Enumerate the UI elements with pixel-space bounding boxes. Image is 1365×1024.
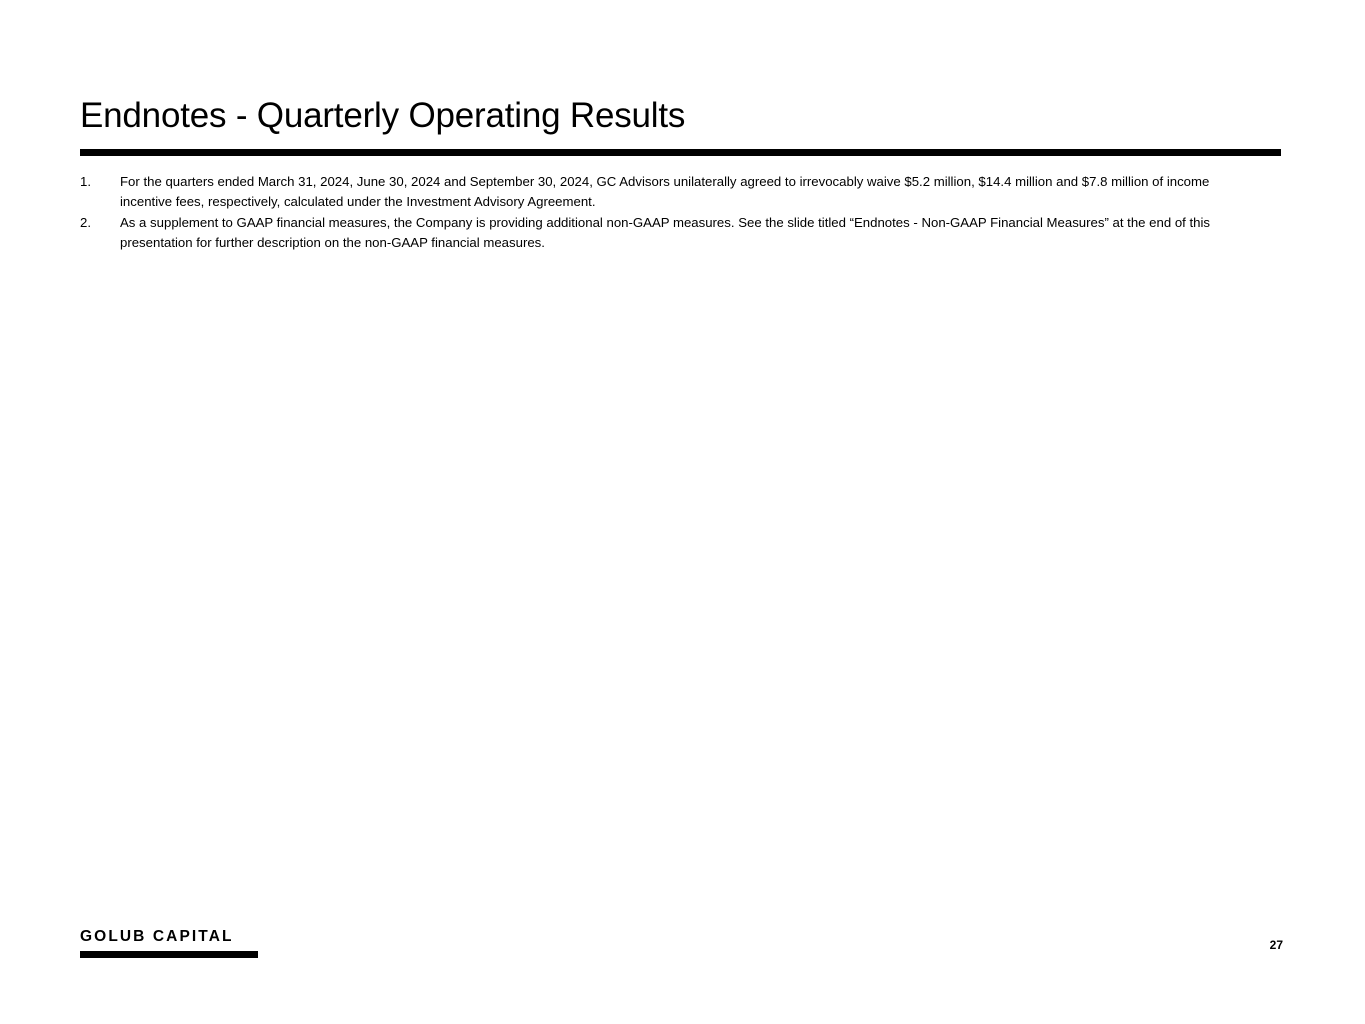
endnotes-list [80,172,1280,254]
endnote-text: For the quarters ended March 31, 2024, June 30, 2024 and September 30, 2024, GC Advisors unilaterally agreed to irrevocably waive $5.2 million, $14.4 million and $7.8 million of income incentive fees, respectively, calculated under the Investment Advisory Agreement. [120,174,1210,209]
page-number: 27 [1269,938,1283,952]
title-divider [80,149,1281,156]
logo-wordmark: GOLUB CAPITAL [80,927,234,945]
logo-underline-bar [80,951,258,958]
list-item [80,213,1280,253]
endnote-number: 2. [80,215,91,230]
page-title: Endnotes - Quarterly Operating Results [80,96,686,135]
endnote-text: As a supplement to GAAP financial measures, the Company is providing additional non-GAAP measures. See the slide titled “Endnotes - Non-GAAP Financial Measures” at the end of this presentation for further description on the non-GAAP financial measures. [120,215,1211,250]
company-logo [80,929,260,959]
endnote-number: 1. [80,174,91,189]
list-item [80,172,1280,212]
